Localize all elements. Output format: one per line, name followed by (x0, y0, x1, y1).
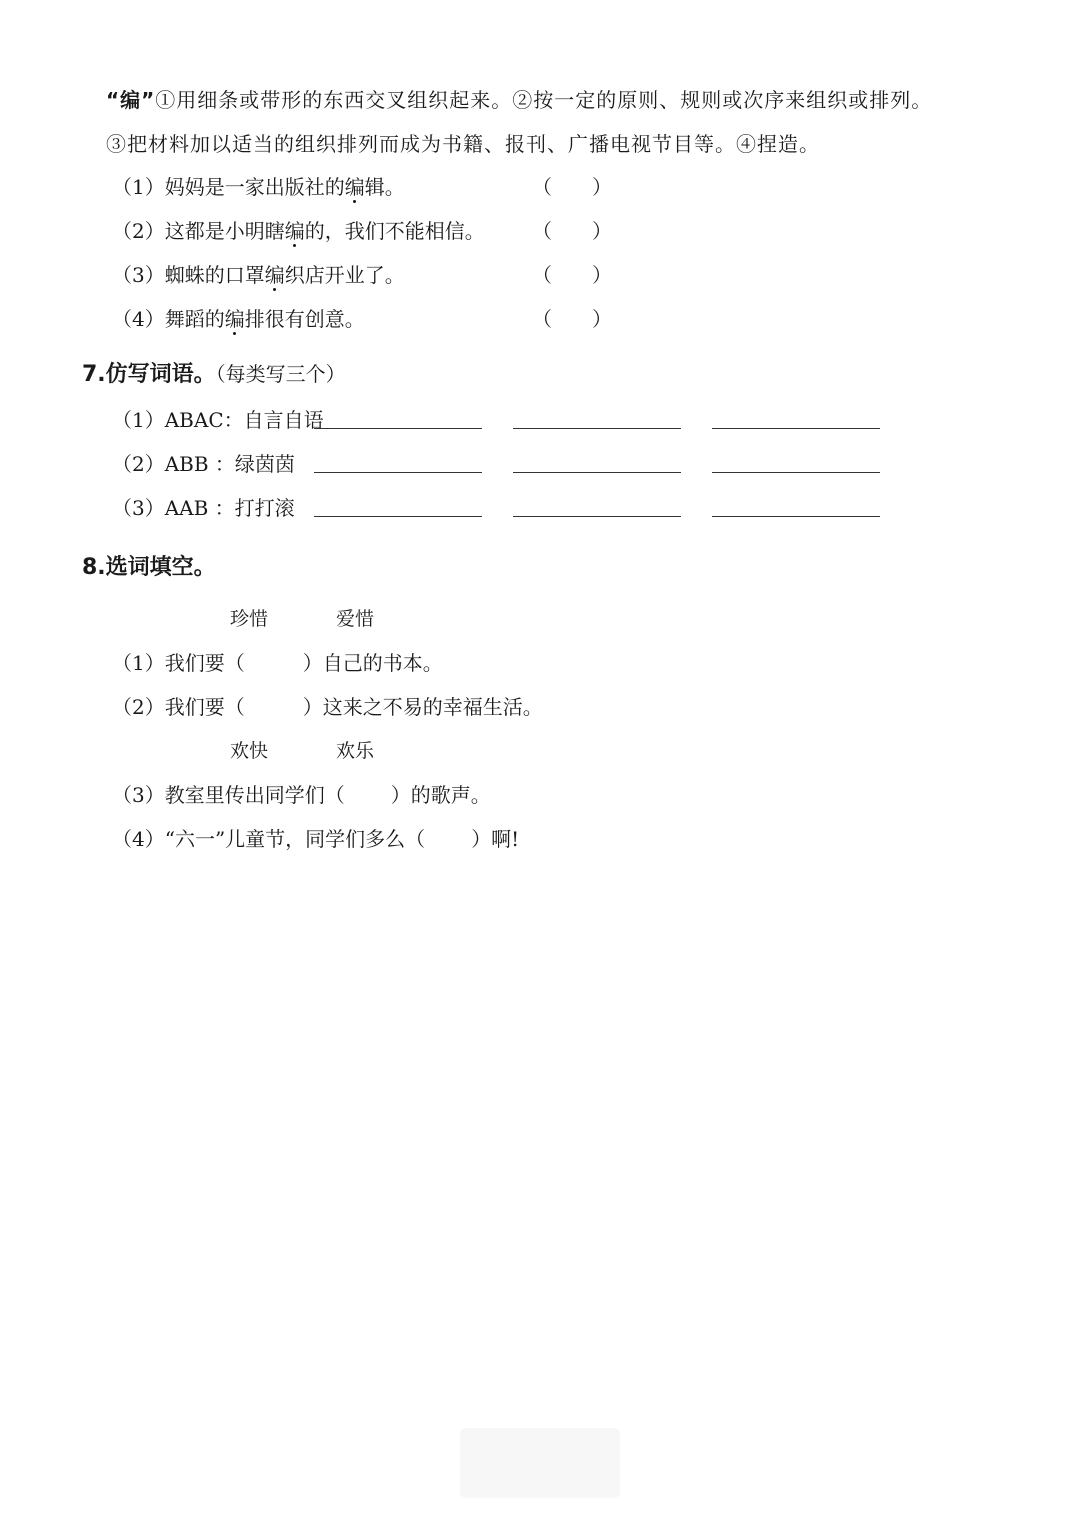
item-number: （2） (112, 219, 165, 243)
q7-item-3 (112, 494, 295, 522)
q7-item-1 (112, 406, 324, 434)
item-text: 的，我们不能相信。 (304, 219, 485, 243)
q6-item-1 (112, 173, 612, 201)
answer-blank[interactable] (513, 516, 681, 517)
item-text: ）自己的书本。 (302, 651, 443, 675)
word-option: 欢乐 (336, 740, 375, 762)
answer-blank[interactable] (314, 428, 482, 429)
item-text: ）这来之不易的幸福生活。 (302, 695, 543, 719)
item-text: 我们要（ (164, 695, 245, 719)
item-number: （3） (112, 496, 165, 520)
q7-item-2 (112, 450, 295, 478)
item-text: 蜘蛛的口罩 (164, 263, 265, 287)
item-text: 舞蹈的 (164, 307, 225, 331)
item-number: （1） (112, 175, 165, 199)
answer-blank[interactable] (712, 516, 880, 517)
item-number: （4） (112, 827, 165, 851)
word-option: 爱惜 (336, 608, 375, 630)
item-number: （3） (112, 783, 165, 807)
answer-blank[interactable] (712, 472, 880, 473)
answer-blank[interactable] (513, 428, 681, 429)
answer-parentheses[interactable]: （ ） (532, 219, 612, 243)
item-number: （2） (112, 695, 165, 719)
q8-item-4 (112, 825, 519, 853)
item-number: （4） (112, 307, 165, 331)
definition-text-2: ③把材料加以适当的组织排列而成为书籍、报刊、广播电视节目等。④捏造。 (106, 132, 820, 156)
q8-item-2 (112, 693, 543, 721)
item-text: 辑。 (364, 175, 405, 199)
q7-note: （每类写三个） (215, 362, 346, 386)
answer-blank[interactable] (513, 472, 681, 473)
q8-item-1 (112, 649, 443, 677)
item-number: （2） (112, 452, 165, 476)
q8-title: 8.选词填空。 (82, 555, 216, 580)
q8-heading (82, 553, 216, 583)
q8-item-3 (112, 781, 491, 809)
definition-line-2 (106, 130, 820, 158)
definition-word: “编” (106, 88, 156, 112)
q6-item-2 (112, 217, 612, 245)
item-text: ）啊! (471, 827, 520, 851)
dotted-character: 编 (224, 307, 245, 331)
word-option: 欢快 (230, 740, 269, 762)
q6-item-4 (112, 305, 612, 333)
item-text: ）的歌声。 (390, 783, 491, 807)
dotted-character: 编 (264, 263, 285, 287)
item-text: 我们要（ (164, 651, 245, 675)
q7-title: 7.仿写词语。 (82, 362, 216, 387)
answer-blank[interactable] (314, 472, 482, 473)
dotted-character: 编 (344, 175, 365, 199)
item-text: 排很有创意。 (244, 307, 365, 331)
word-option: 珍惜 (230, 608, 269, 630)
item-text: 这都是小明瞎 (164, 219, 285, 243)
item-label: AAB ：打打滚 (164, 496, 295, 520)
answer-blank[interactable] (314, 516, 482, 517)
item-number: （1） (112, 651, 165, 675)
item-text: “六一”儿童节，同学们多么（ (164, 827, 426, 851)
item-text: 织店开业了。 (284, 263, 405, 287)
answer-parentheses[interactable]: （ ） (532, 263, 612, 287)
q7-heading (82, 359, 346, 390)
answer-parentheses[interactable]: （ ） (532, 307, 612, 331)
definition-line-1 (106, 86, 932, 114)
dotted-character: 编 (284, 219, 305, 243)
item-text: 妈妈是一家出版社的 (164, 175, 345, 199)
item-text: 教室里传出同学们（ (164, 783, 345, 807)
item-number: （3） (112, 263, 165, 287)
answer-blank[interactable] (712, 428, 880, 429)
item-label: ABAC：自言自语 (164, 408, 324, 432)
item-number: （1） (112, 408, 165, 432)
definition-text-1: ①用细条或带形的东西交叉组织起来。②按一定的原则、规则或次序来组织或排列。 (155, 88, 933, 112)
faint-watermark-area (460, 1428, 620, 1498)
q6-item-3 (112, 261, 612, 289)
item-label: ABB ：绿茵茵 (164, 452, 295, 476)
answer-parentheses[interactable]: （ ） (532, 175, 612, 199)
